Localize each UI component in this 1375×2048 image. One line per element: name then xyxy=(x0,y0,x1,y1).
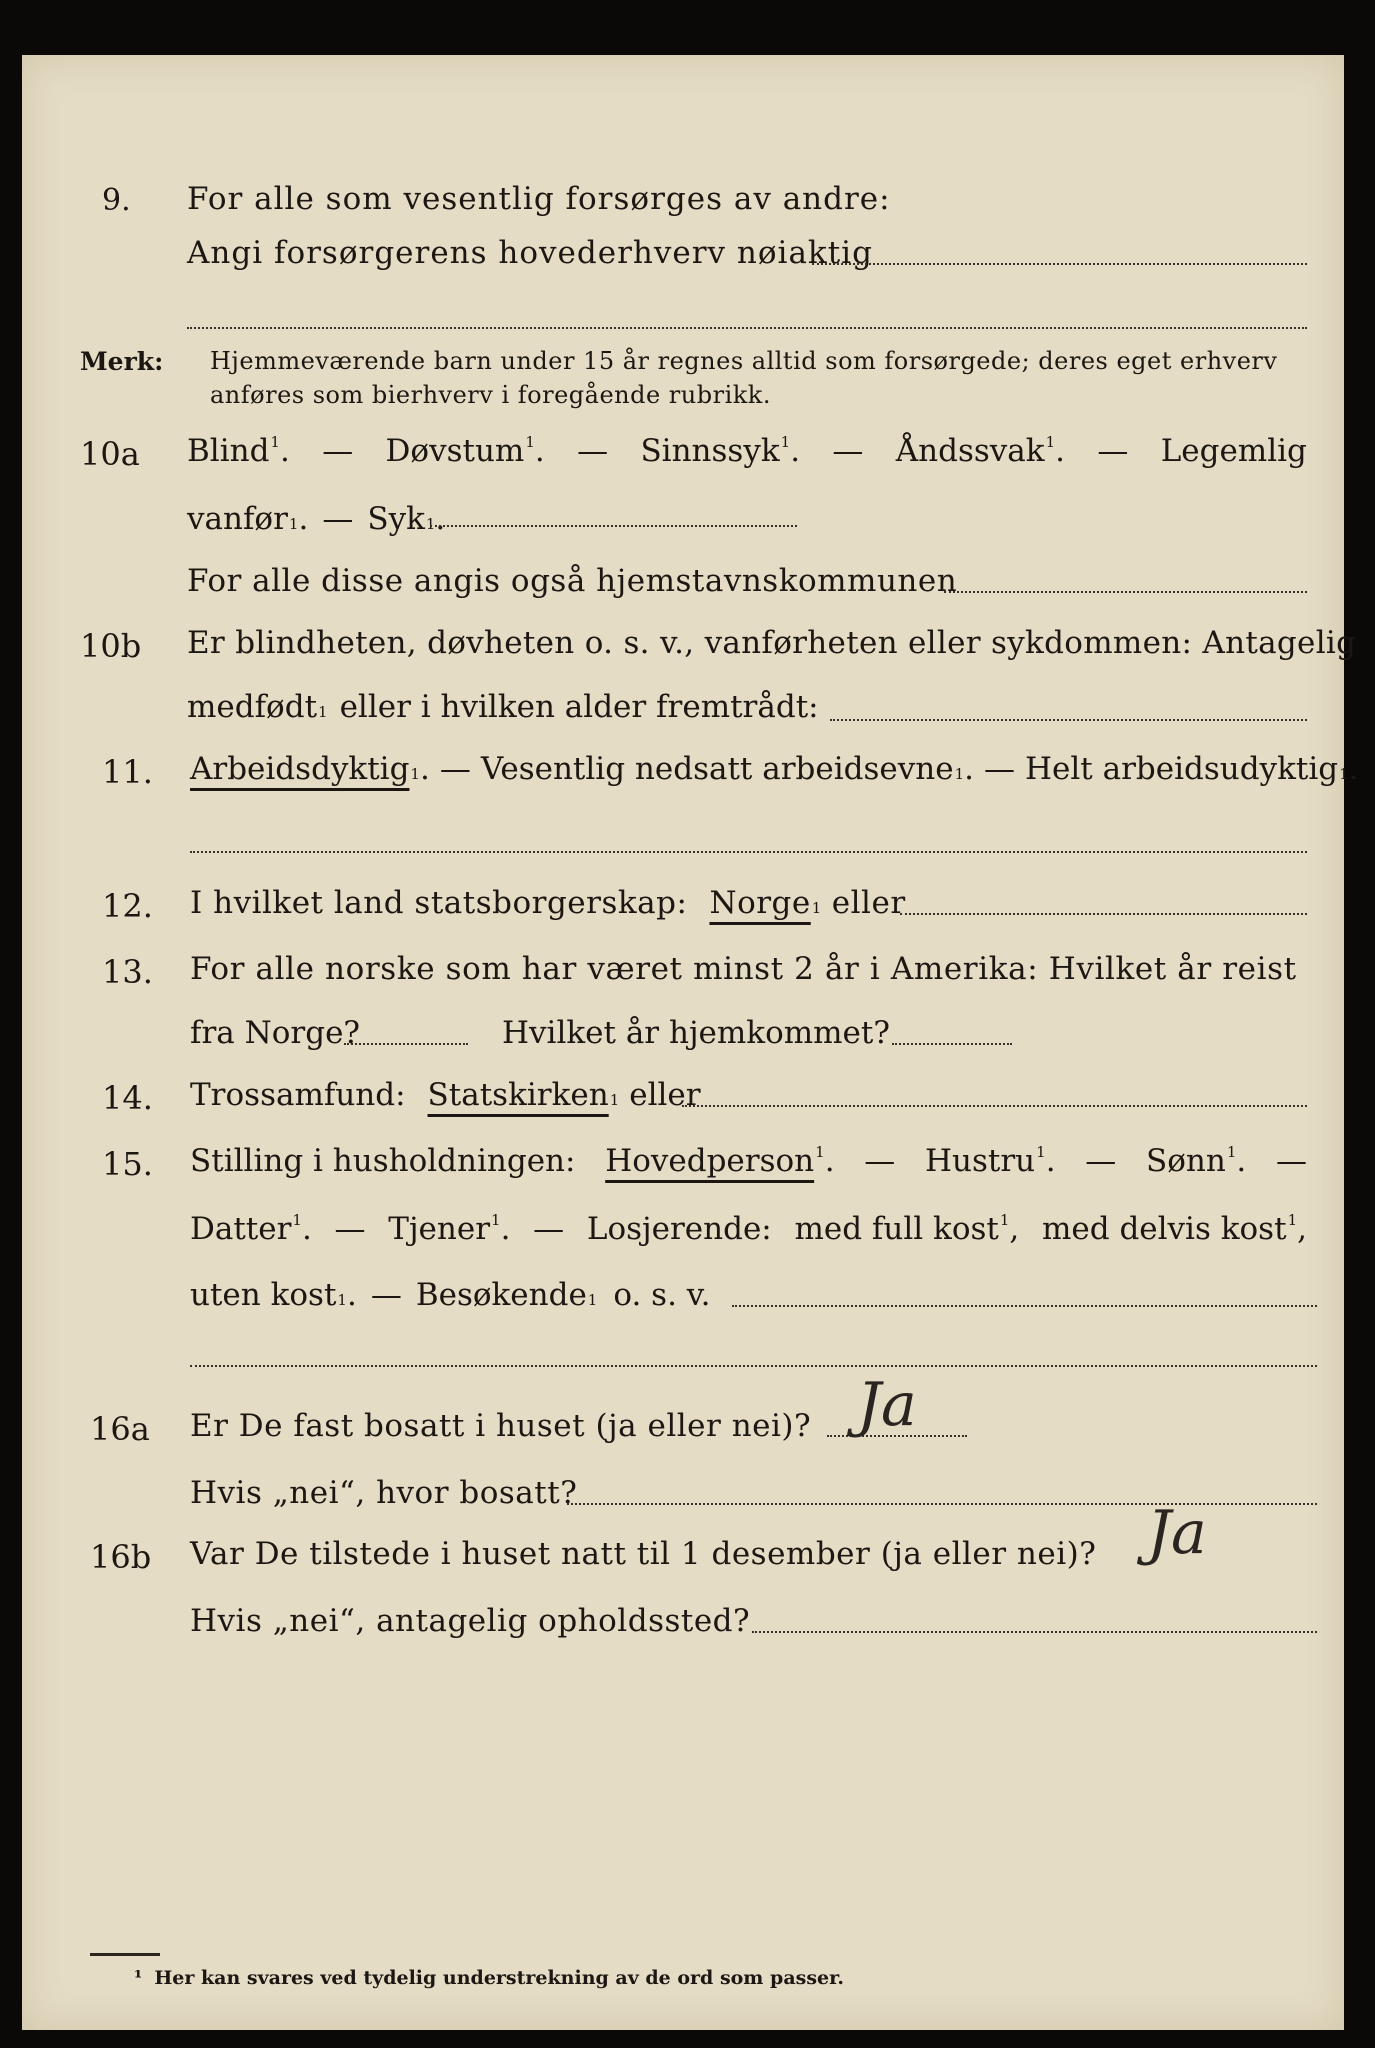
q11-opt3-period: . xyxy=(1348,751,1359,787)
q10a-line2 xyxy=(187,501,445,537)
q10a-syk-sup: 1 xyxy=(425,515,436,533)
q12-norge: Norge xyxy=(709,885,811,921)
q10a-andssvak: Åndssvak xyxy=(895,433,1045,469)
q15-line3 xyxy=(190,1277,710,1313)
q14-statskirken-sup: 1 xyxy=(609,1091,620,1109)
q15-extra-line[interactable] xyxy=(190,1365,1317,1367)
q15-tjener: Tjener xyxy=(388,1211,491,1247)
q15-uten: uten kost xyxy=(190,1277,337,1313)
merk-line1: Hjemmeværende barn under 15 år regnes alltid som forsørgede; deres eget erhverv xyxy=(210,347,1278,375)
q10a-dash5: — xyxy=(322,501,354,537)
q11-opt2-sup: 1 xyxy=(954,765,965,783)
footnote-text: Her kan svares ved tydelig understrekning av de ord som passer. xyxy=(154,1967,844,1989)
q15-tjener-sup: 1 xyxy=(491,1211,501,1229)
q10a-sinnssyk-period: . xyxy=(790,433,801,469)
q16b-line2: Hvis „nei“, antagelig opholdssted? xyxy=(190,1603,751,1639)
q15-dash2: — xyxy=(1085,1143,1117,1179)
q9-line2-text: Angi forsørgerens hovederhverv nøiaktig xyxy=(187,235,873,271)
q10b-medfodt: medfødt xyxy=(187,689,318,725)
q16b-handwritten-answer: Ja xyxy=(1147,1498,1207,1568)
q10a-blind: Blind xyxy=(187,433,270,469)
q15-dash4: — xyxy=(334,1211,366,1247)
q15-sonn-sup: 1 xyxy=(1226,1143,1237,1161)
q15-hustru-sup: 1 xyxy=(1036,1143,1046,1161)
q10a-number: 10a xyxy=(80,435,140,473)
q10a-dash4: — xyxy=(1097,433,1129,469)
census-form-page xyxy=(22,55,1359,2030)
q10b-medfodt-sup: 1 xyxy=(318,703,328,721)
q15-osv: o. s. v. xyxy=(613,1277,711,1313)
q16a-line1: Er De fast bosatt i huset (ja eller nei)? xyxy=(190,1408,812,1444)
q11-arbeidsdyktig: Arbeidsdyktig xyxy=(190,751,410,787)
q16b-number: 16b xyxy=(90,1538,152,1576)
q15-dash1: — xyxy=(864,1143,896,1179)
footnote xyxy=(134,1967,844,1989)
q16a-handwritten-answer: Ja xyxy=(857,1370,917,1440)
q15-besokende-sup: 1 xyxy=(587,1291,598,1309)
merk-line2: anføres som bierhverv i foregående rubrikk. xyxy=(210,381,771,409)
q16a-line2: Hvis „nei“, hvor bosatt? xyxy=(190,1475,578,1511)
q11-opt1-period: . xyxy=(419,751,430,787)
q15-sonn: Sønn xyxy=(1145,1143,1226,1179)
q9-answer-line[interactable] xyxy=(812,263,1307,265)
q15-datter-sup: 1 xyxy=(292,1211,302,1229)
q9-number: 9. xyxy=(102,183,131,218)
q10b-line2b: eller i hvilken alder fremtrådt: xyxy=(339,689,819,725)
q11-number: 11. xyxy=(102,753,153,791)
q10a-syk-line[interactable] xyxy=(430,525,797,527)
q12-text: I hvilket land statsborgerskap: xyxy=(190,885,688,921)
q10a-dovstum-period: . xyxy=(534,433,545,469)
q15-datter: Datter xyxy=(190,1211,292,1247)
q11-dash2: — xyxy=(983,751,1015,787)
q10a-dovstum-sup: 1 xyxy=(525,433,535,451)
q15-uten-period: . xyxy=(346,1277,357,1313)
q15-text: Stilling i husholdningen: xyxy=(190,1143,576,1179)
q9-extra-line[interactable] xyxy=(187,327,1307,329)
q13-line1: For alle norske som har været minst 2 år i Amerika: Hvilket år reist xyxy=(190,951,1297,987)
q10a-sinnssyk-sup: 1 xyxy=(780,433,791,451)
q16b-opholdssted-line[interactable] xyxy=(752,1631,1317,1633)
q15-tjener-period: . xyxy=(500,1211,511,1247)
footnote-rule xyxy=(90,1953,160,1956)
q10a-dash3: — xyxy=(832,433,864,469)
q11-opt3-sup: 1 xyxy=(1339,765,1349,783)
q14-text: Trossamfund: xyxy=(190,1077,406,1113)
q11-opt2: Vesentlig nedsatt arbeidsevne xyxy=(480,751,954,787)
q10a-dash1: — xyxy=(322,433,354,469)
q11-extra-line[interactable] xyxy=(190,851,1307,853)
q12-eller: eller xyxy=(831,885,906,921)
q12-norge-sup: 1 xyxy=(811,899,822,917)
q10a-vanfor: vanfør xyxy=(187,501,288,537)
q15-answer-line[interactable] xyxy=(732,1305,1317,1307)
q10a-sinnssyk: Sinnssyk xyxy=(640,433,780,469)
q10a-syk: Syk xyxy=(367,501,425,537)
q15-line1 xyxy=(190,1143,1307,1179)
q14-line xyxy=(190,1077,701,1113)
q15-full: med full kost xyxy=(794,1211,999,1247)
q10b-line2 xyxy=(187,689,819,725)
q15-hovedperson-period: . xyxy=(824,1143,835,1179)
q16b-line1: Var De tilstede i huset natt til 1 desember (ja eller nei)? xyxy=(190,1536,1097,1572)
q10a-line1 xyxy=(187,433,1307,469)
q10a-vanfor-sup: 1 xyxy=(288,515,299,533)
q15-dash3: — xyxy=(1275,1143,1307,1179)
q13-hjemkommet-line[interactable] xyxy=(892,1043,1012,1045)
q10b-answer-line[interactable] xyxy=(830,719,1307,721)
q11-opt2-period: . xyxy=(964,751,974,787)
q16a-number: 16a xyxy=(90,1410,150,1448)
q14-eller: eller xyxy=(629,1077,701,1113)
q15-uten-sup: 1 xyxy=(337,1291,347,1309)
q9-line1: For alle som vesentlig forsørges av andre: xyxy=(187,181,891,217)
q10b-line1: Er blindheten, døvheten o. s. v., vanførheten eller sykdommen: Antagelig xyxy=(187,625,1357,661)
q13-number: 13. xyxy=(102,953,153,991)
merk-label: Merk: xyxy=(80,347,164,376)
q15-line2: Datter$^1$. — Tjener$^1$. — Losjerende: med full kost$^1$, med delvis kost$^1$, xyxy=(190,1211,1307,1247)
q10a-blind-period: . xyxy=(279,433,290,469)
q13-line2b: Hvilket år hjemkommet? xyxy=(502,1015,890,1051)
q10a-legemlig: Legemlig xyxy=(1160,433,1307,469)
q13-reist-line[interactable] xyxy=(344,1043,468,1045)
q10a-kommune-line[interactable] xyxy=(944,591,1307,593)
q15-hustru-period: . xyxy=(1045,1143,1056,1179)
q10a-andssvak-sup: 1 xyxy=(1045,433,1056,451)
q10a-vanfor-period: . xyxy=(298,501,309,537)
q10a-line3: For alle disse angis også hjemstavnskommunen xyxy=(187,563,958,599)
q11-dash1: — xyxy=(439,751,471,787)
footnote-mark: ¹ xyxy=(134,1967,143,1989)
q15-hustru: Hustru xyxy=(924,1143,1036,1179)
q10a-dash2: — xyxy=(577,433,609,469)
q15-dash6: — xyxy=(370,1277,402,1313)
q15-full-sup: 1 xyxy=(999,1211,1010,1229)
q12-line xyxy=(190,885,906,921)
q15-sonn-period: . xyxy=(1236,1143,1247,1179)
q15-besokende: Besøkende xyxy=(415,1277,587,1313)
q15-delvis-sup: 1 xyxy=(1287,1211,1298,1229)
q15-losjerende: Losjerende: xyxy=(586,1211,772,1247)
q14-statskirken: Statskirken xyxy=(427,1077,609,1113)
q11-line xyxy=(190,751,1358,787)
q15-datter-period: . xyxy=(301,1211,312,1247)
q13-line2a: fra Norge? xyxy=(190,1015,361,1051)
q10a-blind-sup: 1 xyxy=(270,433,280,451)
q12-number: 12. xyxy=(102,887,153,925)
q11-opt1-sup: 1 xyxy=(410,765,420,783)
q15-delvis: med delvis kost xyxy=(1042,1211,1287,1247)
q15-hovedperson: Hovedperson xyxy=(605,1143,815,1179)
q15-dash5: — xyxy=(533,1211,565,1247)
q10b-number: 10b xyxy=(80,627,142,665)
q15-hovedperson-sup: 1 xyxy=(815,1143,825,1161)
q15-number: 15. xyxy=(102,1145,153,1183)
q14-number: 14. xyxy=(102,1079,153,1117)
q11-opt3: Helt arbeidsudyktig xyxy=(1024,751,1339,787)
q10a-dovstum: Døvstum xyxy=(385,433,525,469)
q14-answer-line[interactable] xyxy=(682,1105,1307,1107)
q10a-andssvak-period: . xyxy=(1055,433,1065,469)
q12-answer-line[interactable] xyxy=(900,913,1307,915)
q9-line2 xyxy=(187,235,873,271)
q10a-syk-period: . xyxy=(435,501,446,537)
